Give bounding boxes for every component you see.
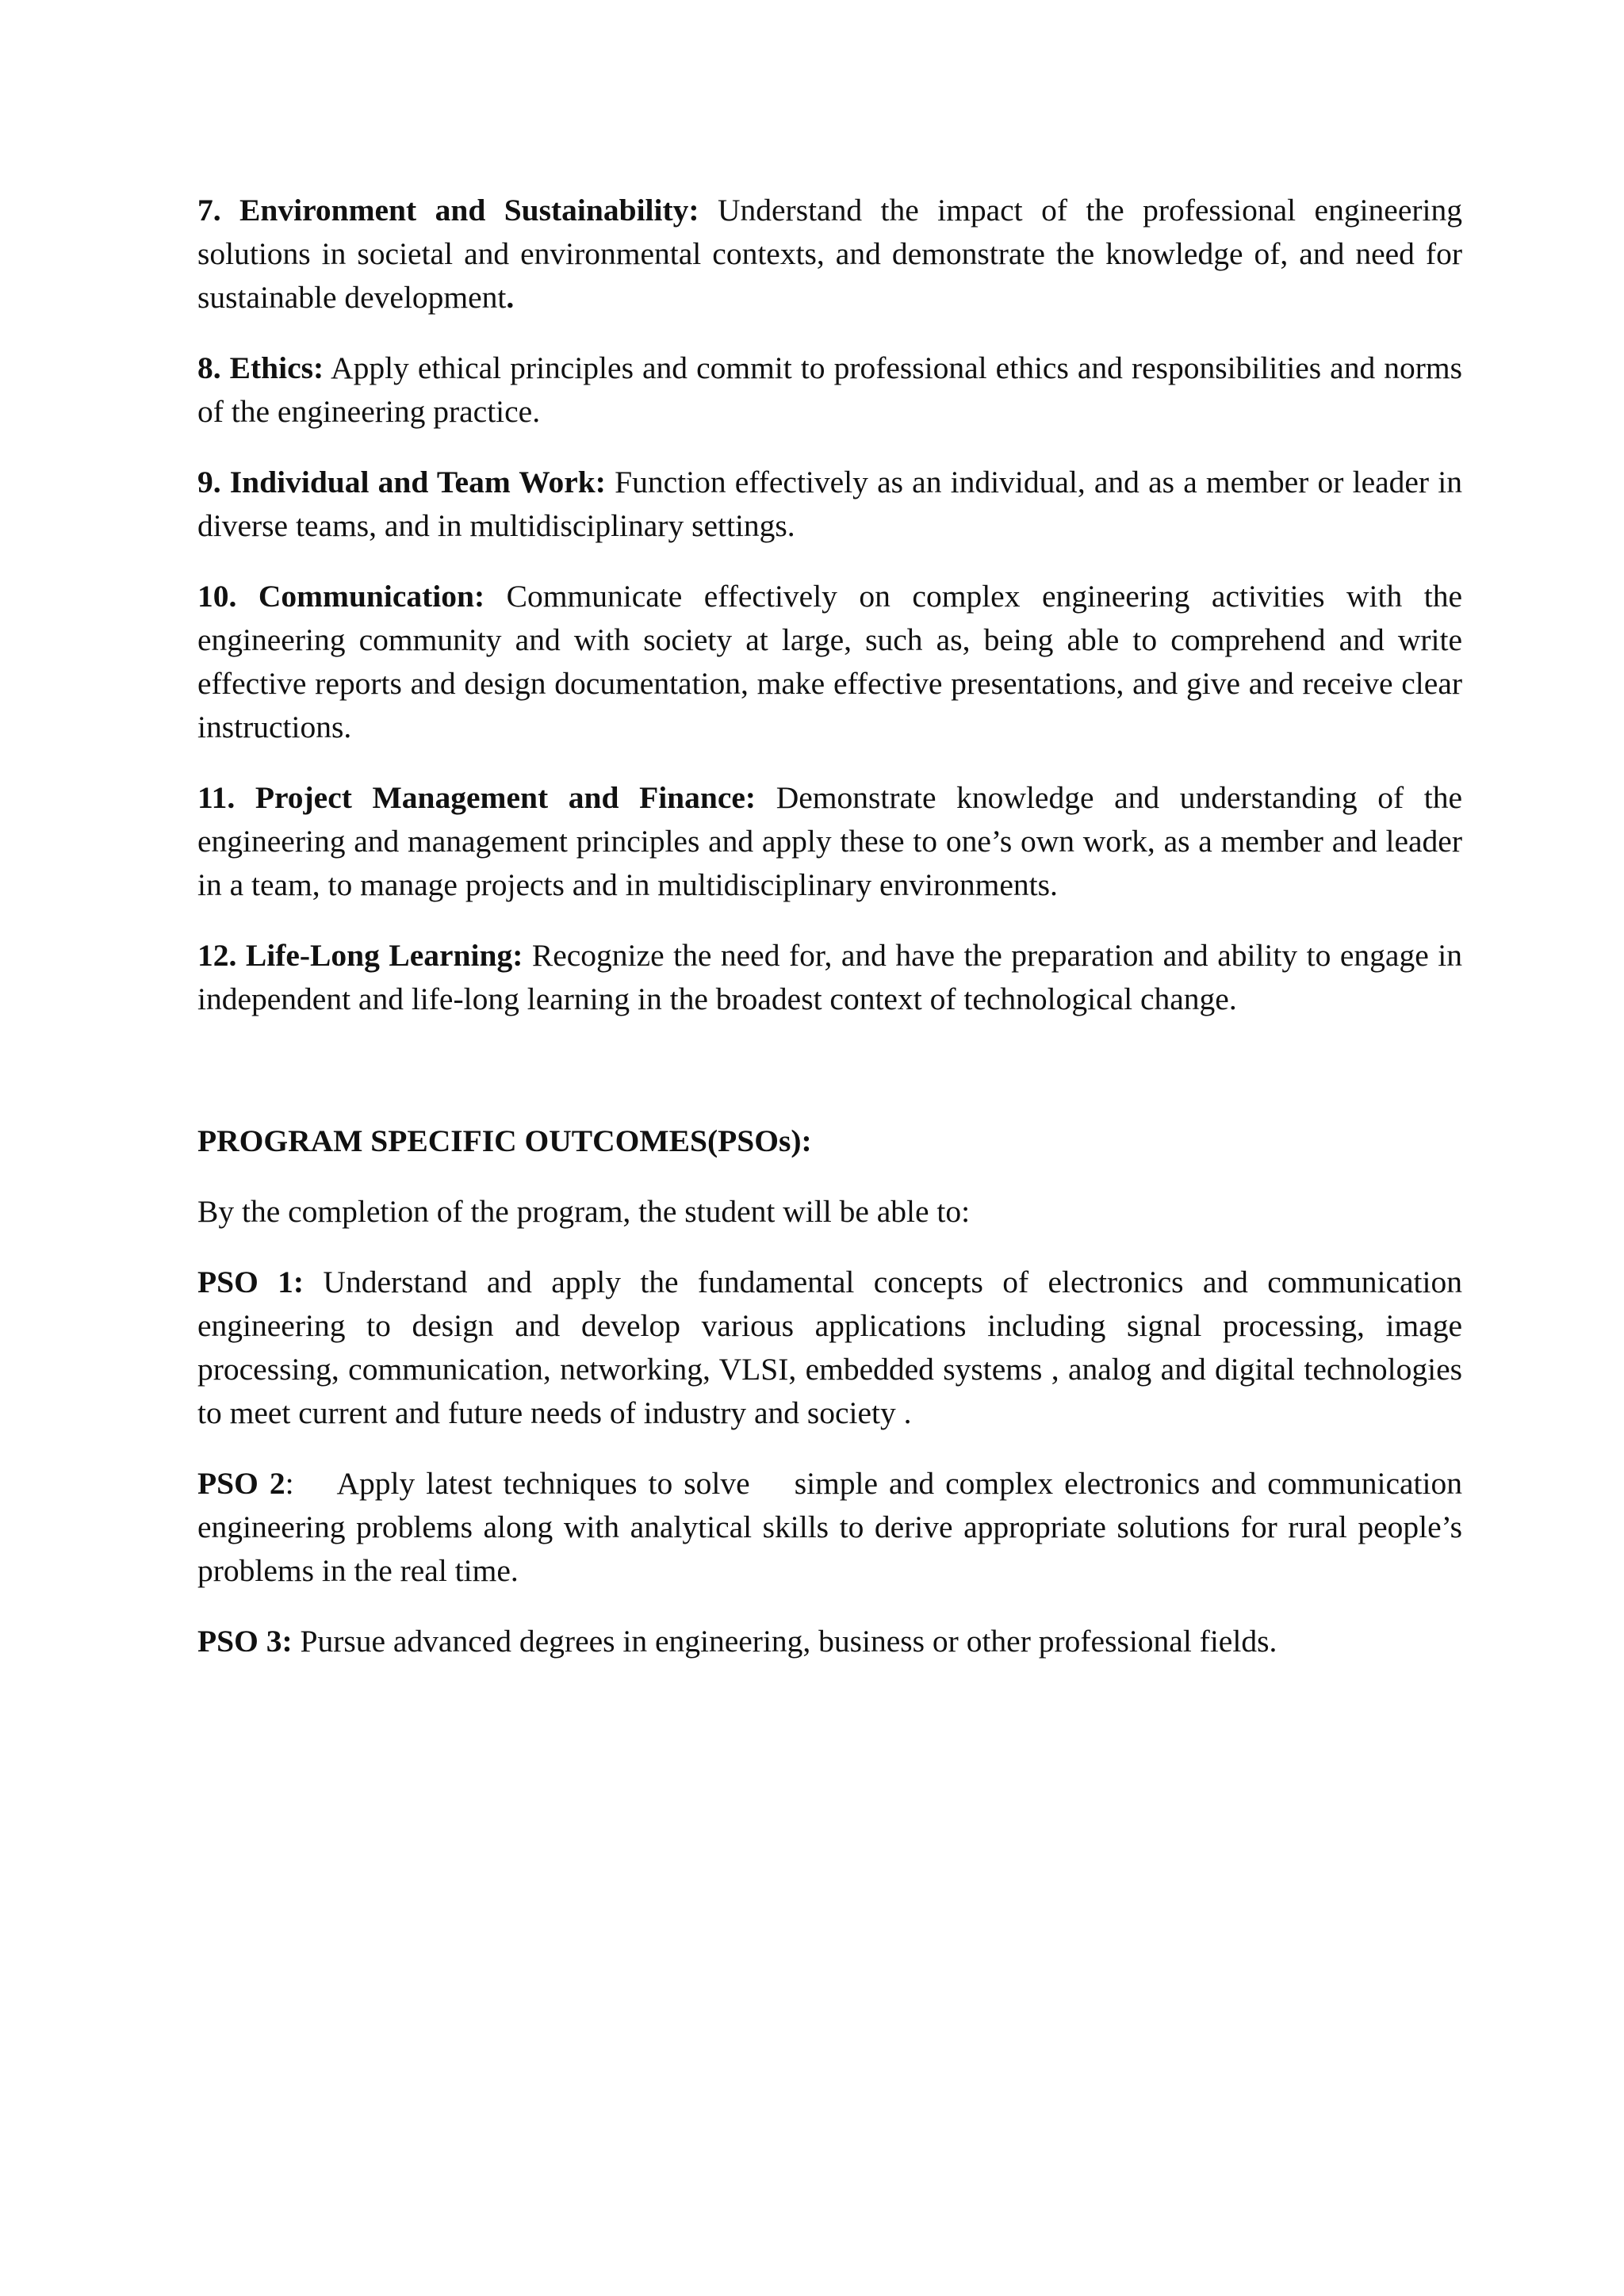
pso-3 <box>197 1620 1462 1663</box>
outcome-10-label: 10. Communication: <box>197 579 485 614</box>
pso-2-label: PSO 2 <box>197 1466 285 1501</box>
outcome-7-label: 7. Environment and Sustainability: <box>197 193 699 228</box>
outcome-9 <box>197 461 1462 548</box>
outcome-10 <box>197 575 1462 749</box>
outcome-7-period: . <box>506 280 515 315</box>
pso-1-text: Understand and apply the fundamental concepts of electronics and communication engineering to design and develop various applications including signal processing, image processing, communication, networking, VLSI, embedded systems , analog and digital technologies to meet current and future needs of industry and society . <box>197 1265 1462 1430</box>
pso-1-label: PSO 1: <box>197 1265 304 1299</box>
pso-3-label: PSO 3: <box>197 1624 293 1659</box>
outcome-12-label: 12. Life-Long Learning: <box>197 938 523 973</box>
outcome-8 <box>197 346 1462 434</box>
pso-heading: PROGRAM SPECIFIC OUTCOMES(PSOs): <box>197 1123 812 1158</box>
outcome-12 <box>197 934 1462 1021</box>
pso-1 <box>197 1261 1462 1435</box>
document-page <box>197 189 1470 1690</box>
outcome-11-text: Demonstrate knowledge and understanding of the engineering and management principles and apply these to one’s own work, as a member and leader in a team, to manage projects and in multidisciplinary environments. <box>197 780 1462 902</box>
outcome-11-label: 11. Project Management and Finance: <box>197 780 756 815</box>
outcome-7 <box>197 189 1462 320</box>
pso-intro: By the completion of the program, the student will be able to: <box>197 1194 971 1229</box>
pso-3-text: Pursue advanced degrees in engineering, business or other professional fields. <box>292 1624 1277 1659</box>
outcome-7-text: Understand the impact of the professional engineering solutions in societal and environmental contexts, and demonstrate the knowledge of, and need for sustainable development <box>197 193 1462 315</box>
outcome-10-text: Communicate effectively on complex engineering activities with the engineering community and with society at large, such as, being able to comprehend and write effective reports and design documentation, make effective presentations, and give and receive clear instructions. <box>197 579 1462 744</box>
pso-2 <box>197 1462 1470 1593</box>
outcome-12-text: Recognize the need for, and have the preparation and ability to engage in independent and life-long learning in the broadest context of technological change. <box>197 938 1462 1016</box>
outcome-8-text: Apply ethical principles and commit to professional ethics and responsibilities and norms of the engineering practice. <box>197 350 1463 429</box>
outcome-11 <box>197 776 1462 907</box>
outcome-9-label: 9. Individual and Team Work: <box>197 465 606 499</box>
outcome-9-text: Function effectively as an individual, and as a member or leader in diverse teams, and in multidisciplinary settings. <box>197 465 1462 543</box>
outcome-8-label: 8. Ethics: <box>197 350 324 385</box>
pso-2-text: : Apply latest techniques to solve simple and complex electronics and communication engineering problems along with analytical skills to derive appropriate solutions for rural people’s problems in the real time. <box>197 1466 1470 1588</box>
